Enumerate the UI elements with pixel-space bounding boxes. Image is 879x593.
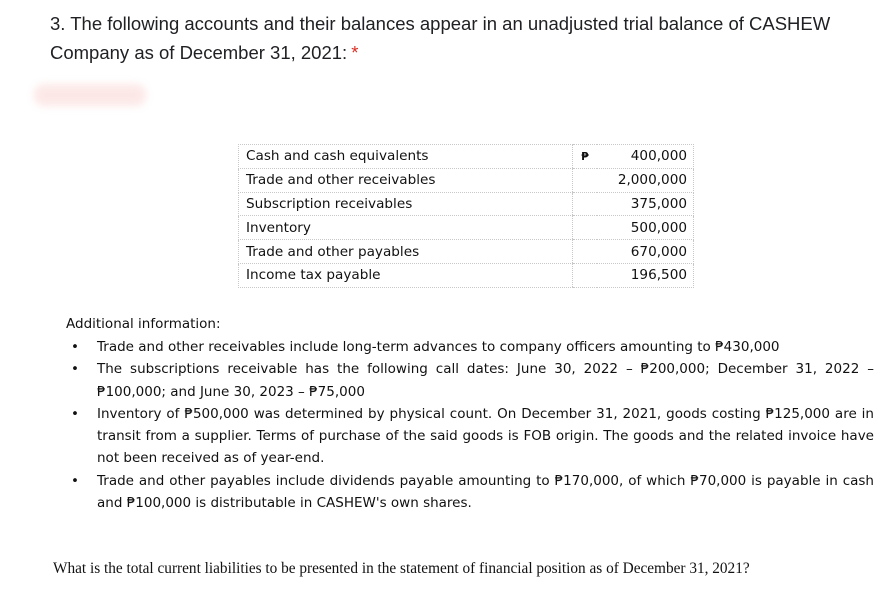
table-row xyxy=(239,145,694,169)
account-name: Subscription receivables xyxy=(239,192,573,216)
account-amount: 500,000 xyxy=(597,216,694,240)
bullet-icon: • xyxy=(71,361,79,378)
list-item-text: Inventory of ₱500,000 was determined by physical count. On December 31, 2021, goods costing ₱125,000 are in transit from a supplier. Terms of purchase of the said goods is FOB origin. The goods and the related invoice have not been received as of year-end. xyxy=(97,405,874,467)
table-row xyxy=(239,168,694,192)
final-question: What is the total current liabilities to be presented in the statement of financial position as of December 31, 2021? xyxy=(53,560,750,577)
additional-information-list xyxy=(66,336,874,514)
highlight-smudge xyxy=(34,84,146,106)
required-asterisk: * xyxy=(351,42,359,63)
account-name: Trade and other receivables xyxy=(239,168,573,192)
currency-symbol: ₱ xyxy=(573,145,598,169)
table-row xyxy=(239,192,694,216)
list-item xyxy=(66,336,874,358)
question-title xyxy=(50,9,850,67)
list-item xyxy=(66,403,874,470)
table-row xyxy=(239,263,694,287)
currency-symbol xyxy=(573,263,598,287)
account-name: Income tax payable xyxy=(239,263,573,287)
bullet-icon: • xyxy=(71,405,79,422)
bullet-icon: • xyxy=(71,339,79,355)
list-item xyxy=(66,470,874,515)
account-name: Trade and other payables xyxy=(239,240,573,264)
account-name: Cash and cash equivalents xyxy=(239,145,573,169)
account-amount: 400,000 xyxy=(597,145,694,169)
additional-information xyxy=(66,312,874,514)
table-row xyxy=(239,240,694,264)
list-item-text: Trade and other receivables include long-term advances to company officers amounting to ₱430,000 xyxy=(97,339,780,355)
list-item xyxy=(66,358,874,403)
list-item-text: Trade and other payables include dividends payable amounting to ₱170,000, of which ₱70,000 is payable in cash and ₱100,000 is distributable in CASHEW's own shares. xyxy=(97,472,874,512)
bullet-icon: • xyxy=(71,472,79,489)
account-amount: 670,000 xyxy=(597,240,694,264)
currency-symbol xyxy=(573,216,598,240)
account-amount: 2,000,000 xyxy=(597,168,694,192)
account-name: Inventory xyxy=(239,216,573,240)
list-item-text: The subscriptions receivable has the following call dates: June 30, 2022 – ₱200,000; December 31, 2022 – ₱100,000; and June 30, 2023 – ₱75,000 xyxy=(97,361,874,400)
trial-balance-table xyxy=(238,144,694,288)
currency-symbol xyxy=(573,168,598,192)
table-row xyxy=(239,216,694,240)
additional-information-title: Additional information: xyxy=(66,316,221,332)
currency-symbol xyxy=(573,240,598,264)
account-amount: 375,000 xyxy=(597,192,694,216)
question-text: 3. The following accounts and their balances appear in an unadjusted trial balance of CASHEW Company as of December 31, 2021: xyxy=(50,13,831,63)
account-amount: 196,500 xyxy=(597,263,694,287)
currency-symbol xyxy=(573,192,598,216)
